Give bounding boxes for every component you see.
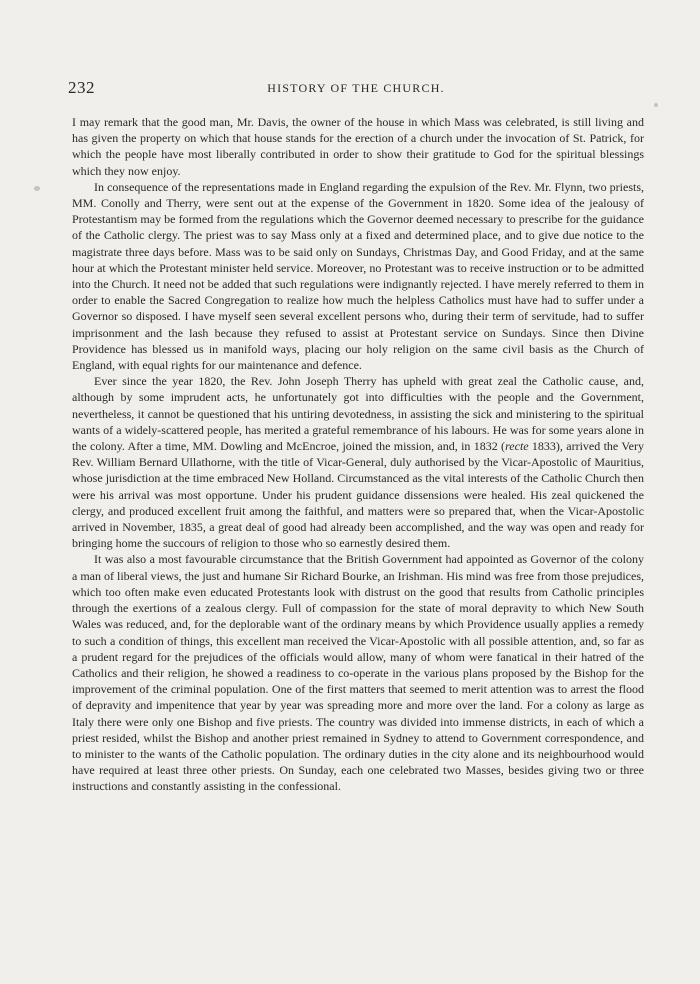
paragraph-1: I may remark that the good man, Mr. Davis, the owner of the house in which Mass was celebrated, is still living and has given the property on which that house stands for the erection of a church under the invocation of St. Patrick, for which the people have most liberally contributed in order to show their gratitude to God for the spiritual blessings which they now enjoy. bbox=[72, 115, 644, 178]
body-text bbox=[72, 114, 644, 795]
paragraph-2: In consequence of the representations made in England regarding the expulsion of the Rev. Mr. Flynn, two priests, MM. Conolly and Therry, were sent out at the expense of the Government in 1820. Some idea of the jealousy of Protestantism may be formed from the regulations which the Governor deemed necessary to prescribe for the guidance of the Catholic clergy. The priest was to say Mass only at a fixed and determined place, and to give due notice to the magistrate three days before. Mass was to be said only on Sundays, Christmas Day, and Good Friday, and at the same hour at which the Protestant minister held service. Moreover, no Protestant was to receive instruction or to be admitted into the Church. It need not be added that such regulations were indignantly rejected. I have merely referred to them in order to enable the Sacred Congregation to realize how much the helpless Catholics must have had to suffer under a Governor so disposed. I have myself seen several excellent persons who, during their term of servitude, had to suffer imprisonment and the lash because they refused to assist at Protestant service on Sundays. Since then Divine Providence has blessed us in manifold ways, placing our holy religion on the same civil basis as the Church of England, with equal rights for our maintenance and defence. bbox=[72, 179, 644, 373]
recte-italic: recte bbox=[505, 439, 529, 454]
paper-speck bbox=[34, 186, 40, 191]
running-head: HISTORY OF THE CHURCH. bbox=[267, 81, 445, 95]
paragraph-4: It was also a most favourable circumstance that the British Government had appointed as Governor of the colony a man of liberal views, the just and humane Sir Richard Bourke, an Irishman. His mind was free from those prejudices, which too often make even educated Protestants look with distrust on the good that results from Catholic principles through the exertions of a zealous clergy. Full of compassion for the state of moral depravity to which New South Wales was reduced, and, for the deplorable want of the ordinary means by which Providence usually applies a remedy to such a condition of things, this excellent man received the Vicar-Apostolic with all possible attention, and, so far as a prudent regard for the prejudices of the officials would allow, many of whom were fanatical in their hatred of the Catholics and their religion, he showed a readiness to co-operate in the various plans proposed by the Bishop for the improvement of the criminal population. One of the first matters that seemed to merit attention was to arrest the flood of depravity and impenitence that year by year was spreading more and more over the land. For a colony as large as Italy there were only one Bishop and five priests. The country was divided into immense districts, in each of which a priest resided, whilst the Bishop and another priest remained in Sydney to attend to Government correspondence, and to minister to the wants of the Catholic population. The ordinary duties in the city alone and its neighbourhood would have required at least three other priests. On Sunday, each one celebrated two Masses, besides giving two or three instructions and constantly assisting in the confessional. bbox=[72, 552, 644, 794]
page-number: 232 bbox=[68, 78, 95, 97]
page-header bbox=[68, 78, 644, 98]
paragraph-3-text-before: Ever since the year 1820, the Rev. John Joseph Therry has upheld with great zeal the Catholic cause, and, although by some imprudent acts, he unfortunately got into difficulties with the people and the Government, nevertheless, it cannot be questioned that his untiring devotedness, in assisting the sick and ministering to the spiritual wants of a widely-scattered people, has merited a grateful remembrance of his labours. He was for some years alone in the colony. After a time, MM. Dowling and McEncroe, joined the mission, and, in 1832 ( bbox=[72, 374, 644, 454]
paragraph-3-text-after: 1833), arrived the Very Rev. William Bernard Ullathorne, with the title of Vicar-General, duly authorised by the Vicar-Apostolic of Mauritius, whose jurisdiction at the time embraced New Holland. Circumstanced as the vital interests of the Catholic Church then were his arrival was most opportune. Under his prudent guidance dissensions were healed. His zeal quickened the clergy, and produced excellent fruit among the faithful, and matters were so prepared that, when the Vicar-Apostolic arrived in November, 1835, a great deal of good had already been accomplished, and the way was open and ready for bringing home the succours of religion to those who so earnestly desired them. bbox=[72, 439, 644, 551]
paper-speck bbox=[654, 103, 658, 107]
paragraph-3 bbox=[72, 373, 644, 551]
